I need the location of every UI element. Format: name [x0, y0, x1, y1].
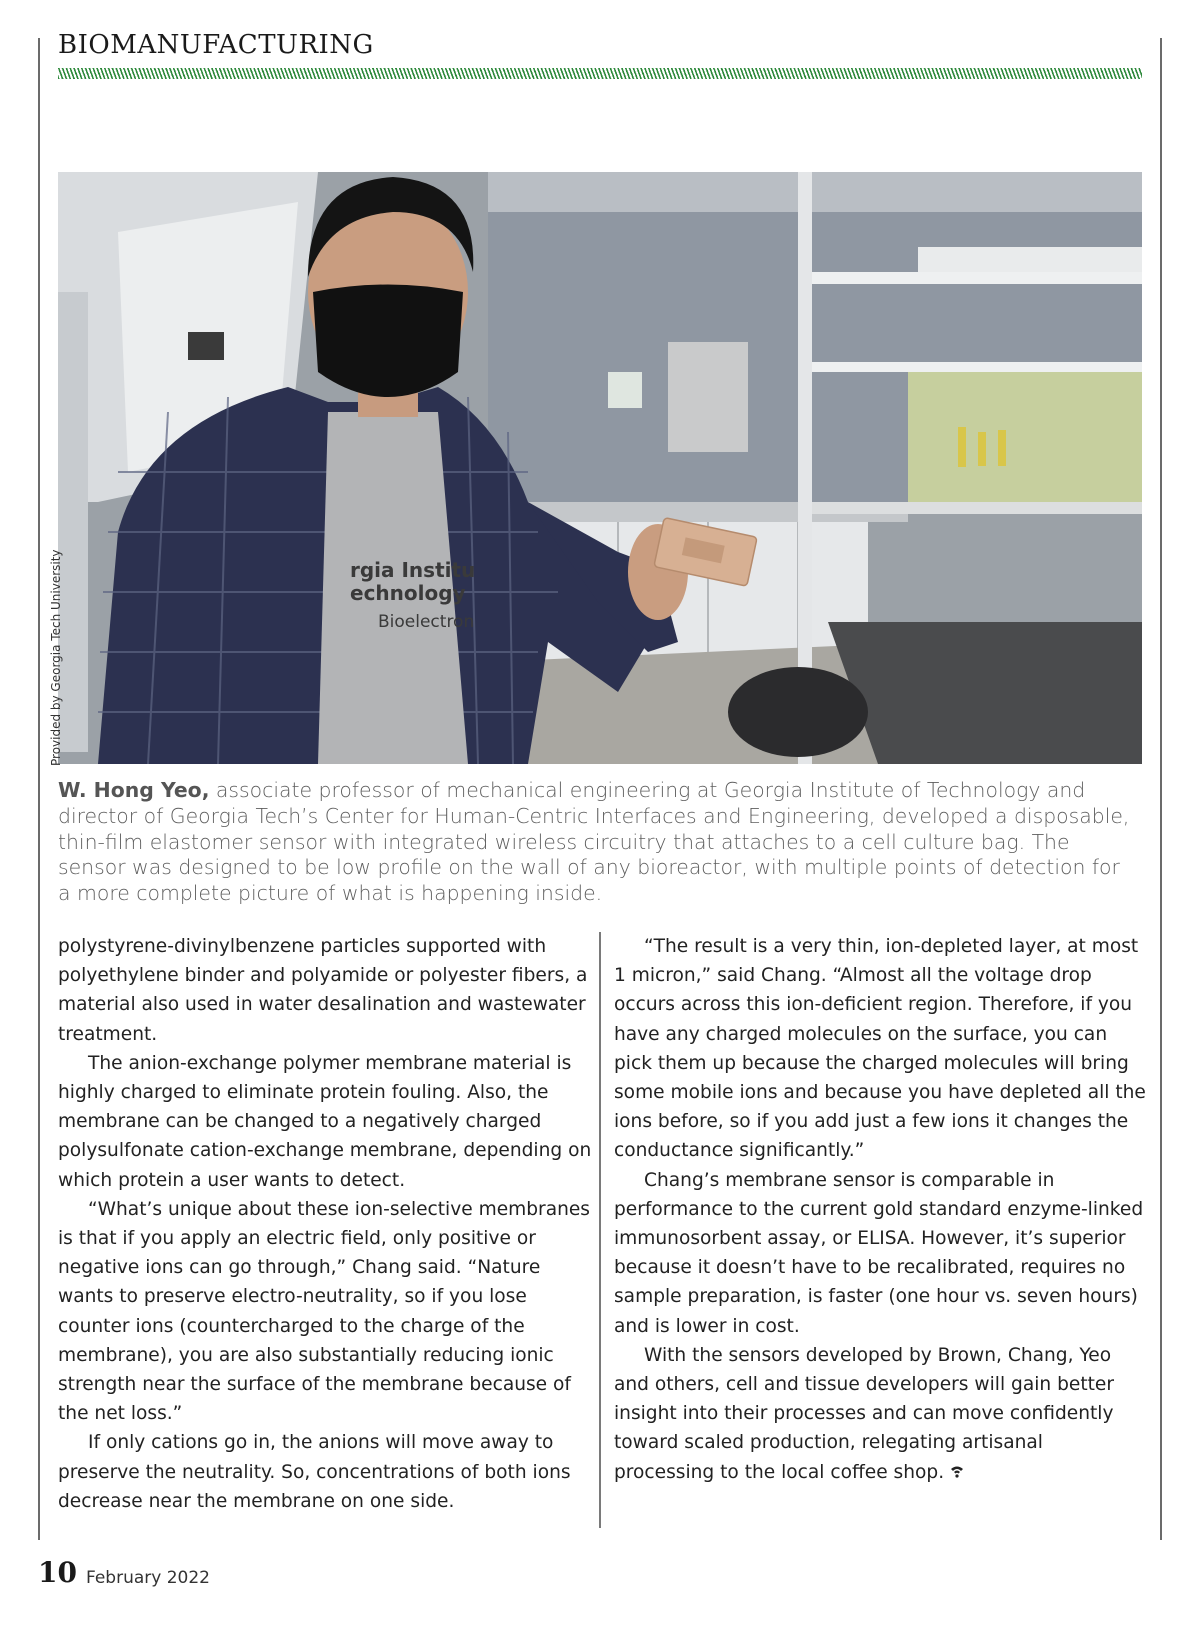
page-left-rule	[38, 38, 40, 1540]
column-divider	[599, 932, 601, 1528]
paragraph: If only cations go in, the anions will move away to preserve the neutrality. So, concentrations of both ions decrease near the membrane on one side.	[58, 1432, 571, 1512]
end-of-story-icon	[950, 1465, 964, 1479]
paragraph: “The result is a very thin, ion-depleted layer, at most 1 micron,” said Chang. “Almost all the voltage drop occurs across this ion-deficient region. Therefore, if you have any charged molecules on the surface, you can pick them up because the charged molecules will bring some mobile ions and because you have depleted all the ions before, so if you add just a few ions it changes the conductance significantly.”	[614, 936, 1146, 1162]
shirt-print-line-1: rgia Institu	[350, 558, 476, 582]
section-title: BIOMANUFACTURING	[58, 30, 374, 60]
article-column-left	[58, 932, 594, 1516]
paragraph-final	[614, 1341, 1146, 1487]
photo-caption	[58, 778, 1138, 907]
paragraph: The anion-exchange polymer membrane material is highly charged to eliminate protein fouling. Also, the membrane can be changed to a negatively charged polysulfonate cation-exchange membrane, depending on which protein a user wants to detect.	[58, 1052, 592, 1191]
section-hatch-rule	[58, 68, 1142, 79]
lab-photo	[58, 172, 1142, 764]
paragraph: Chang’s membrane sensor is comparable in performance to the current gold standard enzyme-linked immunosorbent assay, or ELISA. However, it’s superior because it doesn’t have to be recalibrated, requires no sample preparation, is faster (one hour vs. seven hours) and is lower in cost.	[614, 1169, 1144, 1337]
page-right-rule	[1160, 38, 1162, 1540]
shirt-print-line-2: echnology	[350, 581, 466, 605]
issue-date: February 2022	[86, 1568, 210, 1588]
paragraph: “What’s unique about these ion-selective membranes is that if you apply an electric field, only positive or negative ions can go through,” Chang said. “Nature wants to preserve electro-neutrality, so if you lose counter ions (countercharged to the charge of the membrane), you are also substantially reducing ionic strength near the surface of the membrane because of the net loss.”	[58, 1198, 590, 1425]
caption-name: W. Hong Yeo,	[58, 778, 210, 802]
shirt-print-line-3: Bioelectron	[378, 612, 475, 632]
article-column-right	[614, 932, 1146, 1487]
photo-credit: Provided by Georgia Tech University	[49, 549, 63, 766]
paragraph-final-text: With the sensors developed by Brown, Chang, Yeo and others, cell and tissue developers will gain better insight into their processes and can move confidently toward scaled production, relegating artisanal processing to the local coffee shop.	[614, 1344, 1114, 1483]
paragraph: polystyrene-divinylbenzene particles supported with polyethylene binder and polyamide or polyester fibers, a material also used in water desalination and wastewater treatment.	[58, 936, 588, 1045]
caption-text: associate professor of mechanical engineering at Georgia Institute of Technology and director of Georgia Tech’s Center for Human-Centric Interfaces and Engineering, developed a disposable, thin-film elastomer sensor with integrated wireless circuitry that attaches to a cell culture bag. The sensor was designed to be low profile on the wall of any bioreactor, with multiple points of detection for a more complete picture of what is happening inside.	[58, 778, 1130, 906]
page-number: 10	[38, 1556, 77, 1589]
